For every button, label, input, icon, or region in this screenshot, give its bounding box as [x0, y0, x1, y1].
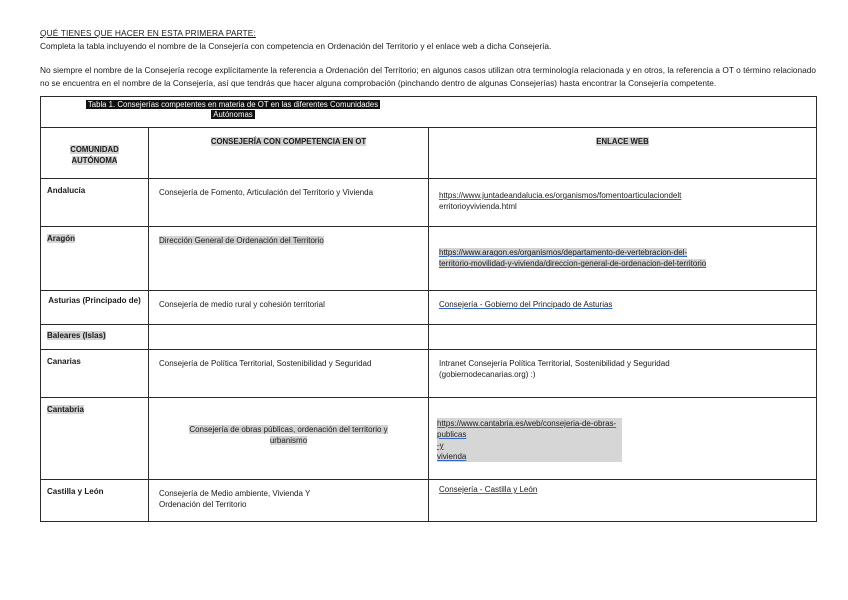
header-consejeria: CONSEJERÍA CON COMPETENCIA EN OT	[149, 128, 429, 179]
web-cell	[429, 291, 817, 325]
web-cell: https://www.juntadeandalucia.es/organismos/fomentoarticulaciondelt erritorioyvivienda.html	[429, 179, 817, 227]
web-link[interactable]: https://www.juntadeandalucia.es/organismos/fomentoarticulaciondelt	[439, 191, 682, 200]
web-cell	[429, 227, 817, 291]
header-row	[41, 128, 817, 179]
caption-line1: Tabla 1. Consejerías competentes en materia de OT en las diferentes Comunidades	[87, 100, 379, 109]
consejeria-cell: Consejería de Fomento, Articulación del Territorio y Vivienda	[149, 179, 429, 227]
web-cell	[429, 480, 817, 522]
table-caption	[45, 100, 421, 120]
consejeria-cell: Consejería de Medio ambiente, Vivienda Y Ordenación del Territorio	[149, 480, 429, 522]
table-row	[41, 291, 817, 325]
table-row	[41, 325, 817, 350]
consejeria-cell[interactable]	[149, 325, 429, 350]
ccaa-cell: Castilla y León	[41, 480, 149, 522]
instructions-heading: QUÉ TIENES QUE HACER EN ESTA PRIMERA PARTE:	[40, 28, 256, 38]
consejerias-table	[40, 96, 817, 522]
instructions-line2: No siempre el nombre de la Consejería recoge explícitamente la referencia a Ordenación del Territorio; en algunos casos utilizan otra terminología relacionada y en otros, la referencia a OT o término relacionado no se encuentra en el nombre de la Consejería, así que tendrás que hacer alguna comprobación (pinchando dentro de algunas Consejerías) hasta encontrar la Consejería competente.	[40, 65, 816, 88]
caption-row	[41, 97, 817, 128]
ccaa-cell: Baleares (Islas)	[41, 325, 149, 350]
table-row	[41, 350, 817, 398]
web-cell	[429, 350, 817, 398]
header-enlace-web: ENLACE WEB	[429, 128, 817, 179]
ccaa-cell: Asturias (Principado de)	[41, 291, 149, 325]
table-row	[41, 179, 817, 227]
web-cell	[429, 398, 817, 480]
caption-cell	[41, 97, 817, 128]
ccaa-cell: Aragón	[41, 227, 149, 291]
web-link[interactable]: Intranet Consejería Política Territorial, Sostenibilidad y Seguridad (gobiernodecanarias.org) :)	[439, 359, 670, 379]
table-row	[41, 480, 817, 522]
document-page	[40, 28, 816, 522]
consejeria-cell: Consejería de medio rural y cohesión territorial	[149, 291, 429, 325]
instructions-line1: Completa la tabla incluyendo el nombre de la Consejería con competencia en Ordenación del Territorio y el enlace web a dicha Consejería.	[40, 41, 552, 51]
consejeria-cell: Consejería de obras públicas, ordenación del territorio y urbanismo	[149, 398, 429, 480]
ccaa-cell: Andalucía	[41, 179, 149, 227]
consejeria-cell: Consejería de Política Territorial, Sostenibilidad y Seguridad	[149, 350, 429, 398]
table-row	[41, 227, 817, 291]
web-link[interactable]: https://www.aragon.es/organismos/departamento-de-vertebracion-del- territorio-movilidad-y-vivienda/direccion-general-de-ordenacion-del-territorio	[439, 248, 707, 268]
caption-line2: Autónomas	[213, 110, 253, 119]
consejeria-cell: Dirección General de Ordenación del Territorio	[149, 227, 429, 291]
header-comunidad: COMUNIDAD AUTÓNOMA	[41, 128, 149, 179]
web-link[interactable]: Consejería - Castilla y León	[439, 485, 538, 494]
web-cell[interactable]	[429, 325, 817, 350]
ccaa-cell: Canarias	[41, 350, 149, 398]
ccaa-cell: Cantabria	[41, 398, 149, 480]
web-link[interactable]: Consejería - Gobierno del Principado de Asturias	[439, 300, 613, 309]
web-link[interactable]: https://www.cantabria.es/web/consejeria-de-obras- publicas -y vivienda	[437, 418, 622, 462]
table-row	[41, 398, 817, 480]
